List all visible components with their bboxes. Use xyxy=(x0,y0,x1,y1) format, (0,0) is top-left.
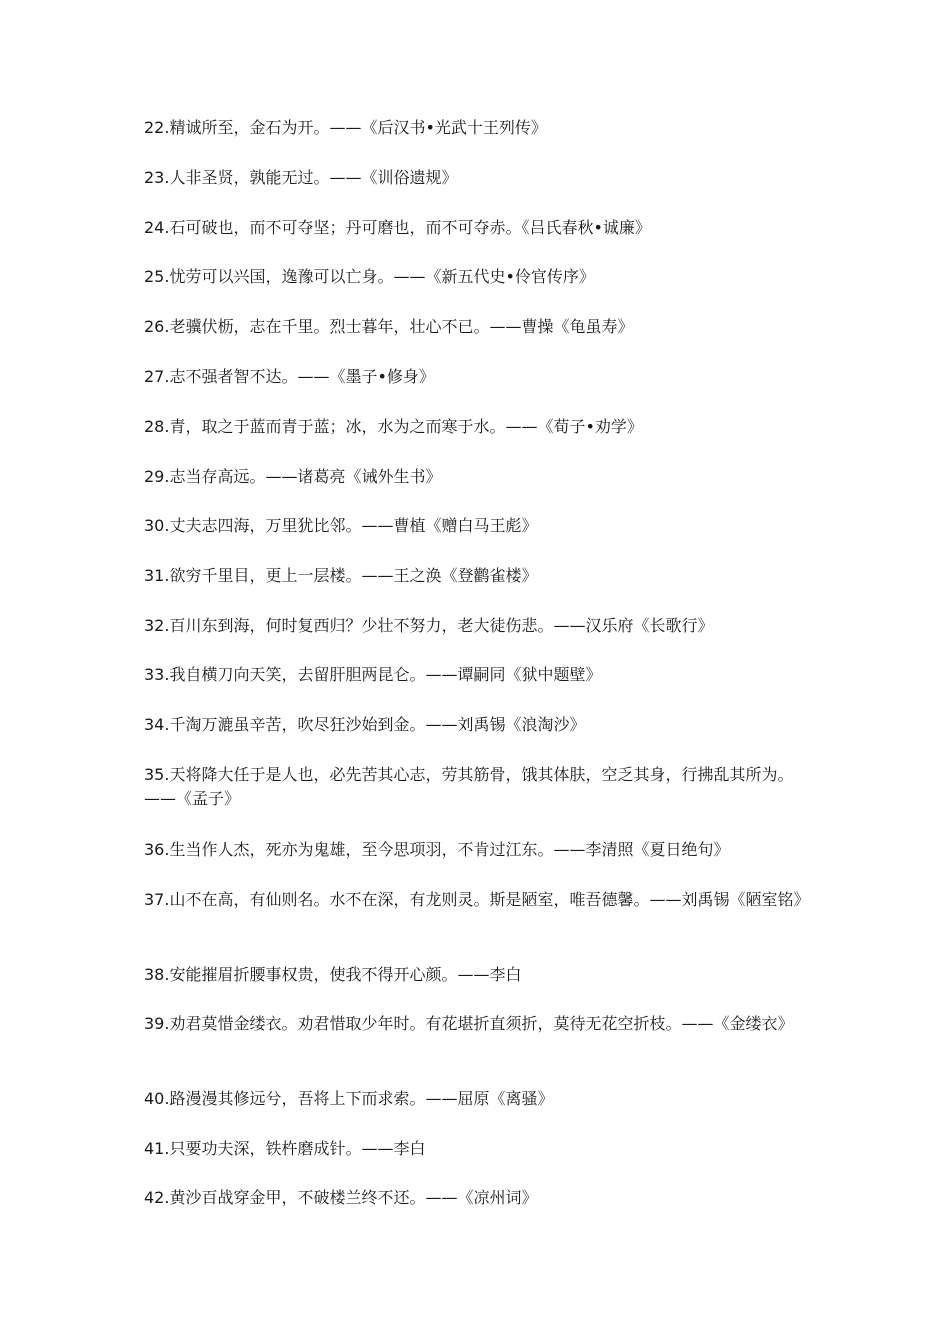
quote-26: 26.老骥伏枥，志在千里。烈士暮年，壮心不已。——曹操《龟虽寿》 xyxy=(144,317,634,336)
quote-36: 36.生当作人杰，死亦为鬼雄，至今思项羽，不肯过江东。——李清照《夏日绝句》 xyxy=(144,840,730,859)
quote-42: 42.黄沙百战穿金甲，不破楼兰终不还。——《凉州词》 xyxy=(144,1188,538,1207)
quote-28: 28.青，取之于蓝而青于蓝；冰，水为之而寒于水。——《荀子•劝学》 xyxy=(144,417,643,436)
quote-25: 25.忧劳可以兴国，逸豫可以亡身。——《新五代史•伶官传序》 xyxy=(144,267,595,286)
quote-24: 24.石可破也，而不可夺坚；丹可磨也，而不可夺赤。《吕氏春秋•诚廉》 xyxy=(144,218,651,237)
quote-34: 34.千淘万漉虽辛苦，吹尽狂沙始到金。——刘禹锡《浪淘沙》 xyxy=(144,715,586,734)
quote-33: 33.我自横刀向天笑，去留肝胆两昆仑。——谭嗣同《狱中题壁》 xyxy=(144,665,602,684)
quote-22: 22.精诚所至，金石为开。——《后汉书•光武十王列传》 xyxy=(144,118,547,137)
quote-23: 23.人非圣贤，孰能无过。——《训俗遗规》 xyxy=(144,168,458,187)
quote-35: 35.天将降大任于是人也，必先苦其心志，劳其筋骨，饿其体肤，空乏其身，行拂乱其所为。——《孟子》 xyxy=(144,765,794,808)
quote-27: 27.志不强者智不达。——《墨子•修身》 xyxy=(144,367,435,386)
quote-40: 40.路漫漫其修远兮，吾将上下而求索。——屈原《离骚》 xyxy=(144,1089,554,1108)
quote-37: 37.山不在高，有仙则名。水不在深，有龙则灵。斯是陋室，唯吾德馨。——刘禹锡《陋室铭》 xyxy=(144,890,810,909)
quote-32: 32.百川东到海，何时复西归？少壮不努力，老大徒伤悲。——汉乐府《长歌行》 xyxy=(144,616,714,635)
quote-38: 38.安能摧眉折腰事权贵，使我不得开心颜。——李白 xyxy=(144,965,522,984)
quote-30: 30.丈夫志四海，万里犹比邻。——曹植《赠白马王彪》 xyxy=(144,516,538,535)
quote-41: 41.只要功夫深，铁杵磨成针。——李白 xyxy=(144,1139,426,1158)
quote-39: 39.劝君莫惜金缕衣。劝君惜取少年时。有花堪折直须折，莫待无花空折枝。——《金缕衣》 xyxy=(144,1014,794,1033)
quote-29: 29.志当存高远。——诸葛亮《诫外生书》 xyxy=(144,467,442,486)
quote-31: 31.欲穷千里目，更上一层楼。——王之涣《登鹳雀楼》 xyxy=(144,566,538,585)
